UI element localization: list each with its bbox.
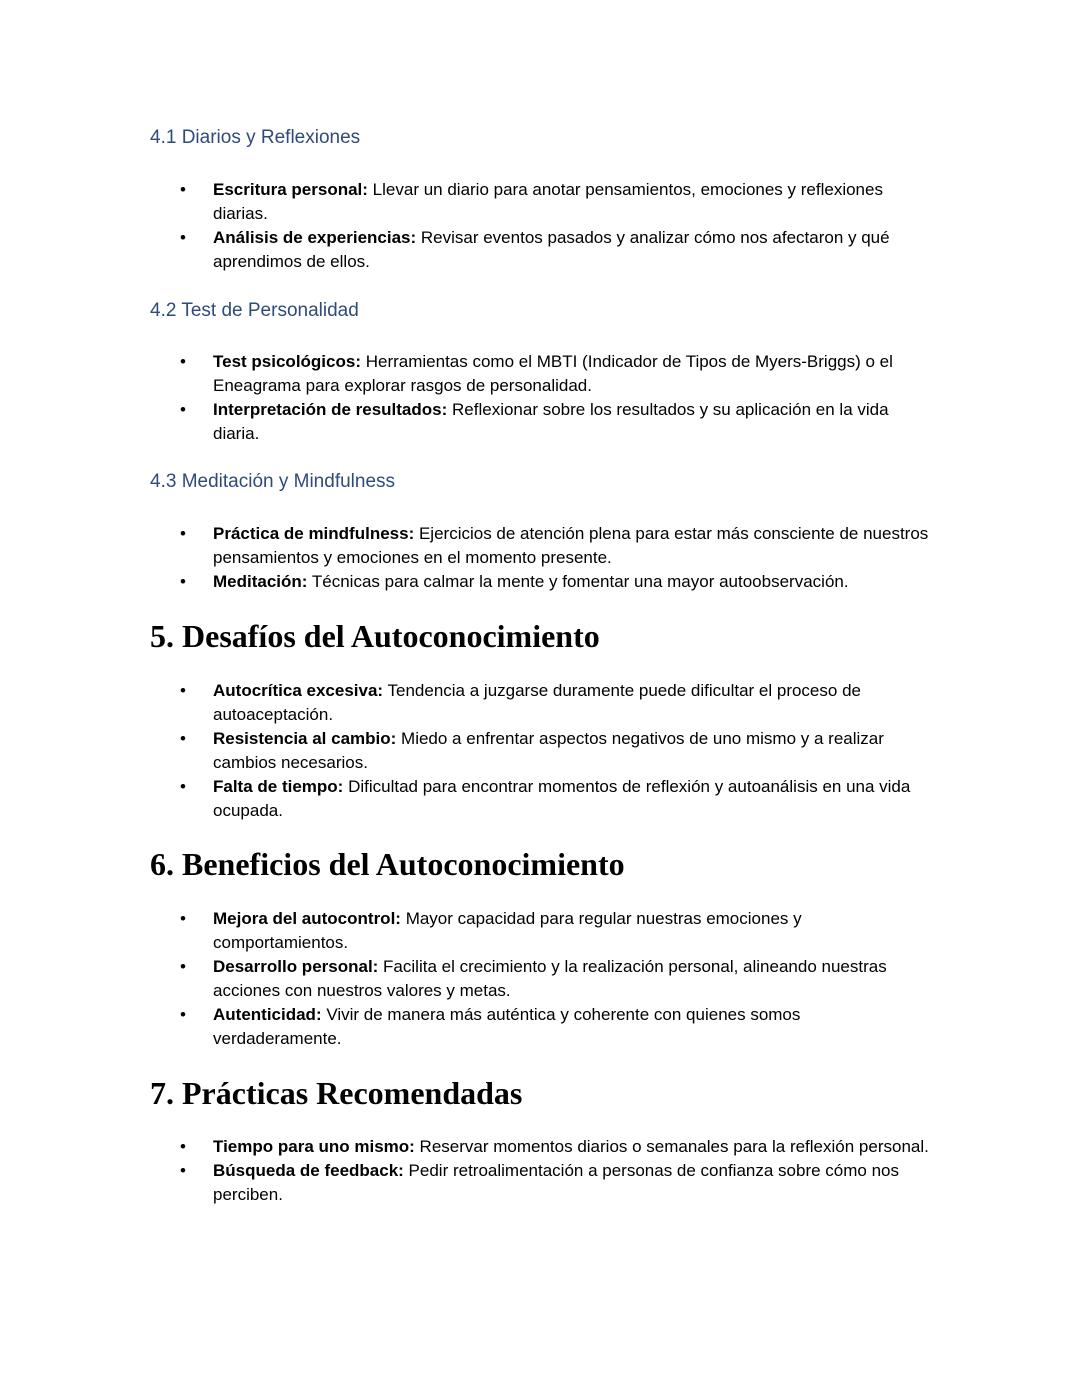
item-text: Dificultad para encontrar momentos de reflexión y autoanálisis en una vida ocupada.	[213, 777, 911, 820]
list-7	[150, 1135, 930, 1207]
item-term: Falta de tiempo:	[213, 777, 344, 796]
list-item	[150, 727, 930, 775]
bullet-icon: •	[180, 1161, 186, 1180]
item-text: Técnicas para calmar la mente y fomentar una mayor autoobservación.	[307, 572, 849, 591]
item-term: Tiempo para uno mismo:	[213, 1137, 415, 1156]
item-term: Práctica de mindfulness:	[213, 524, 415, 543]
bullet-icon: •	[180, 909, 186, 928]
item-text: Ejercicios de atención plena para estar más consciente de nuestros pensamientos y emociones en el momento presente.	[213, 524, 929, 567]
bullet-icon: •	[180, 681, 186, 700]
list-item	[150, 1003, 930, 1051]
item-term: Test psicológicos:	[213, 352, 361, 371]
section-heading-7: 7. Prácticas Recomendadas	[150, 1075, 523, 1111]
list-5	[150, 679, 930, 823]
list-item	[150, 522, 930, 570]
item-term: Meditación:	[213, 572, 308, 591]
bullet-icon: •	[180, 1005, 186, 1024]
item-text: Vivir de manera más auténtica y coherente con quienes somos verdaderamente.	[213, 1005, 801, 1048]
bullet-icon: •	[180, 352, 186, 371]
list-6	[150, 907, 930, 1051]
list-item	[150, 398, 930, 446]
bullet-icon: •	[180, 524, 186, 543]
item-term: Escritura personal:	[213, 180, 368, 199]
bullet-icon: •	[180, 1137, 186, 1156]
list-item	[150, 178, 930, 226]
list-item	[150, 226, 930, 274]
section-heading-5: 5. Desafíos del Autoconocimiento	[150, 618, 600, 654]
list-4-3	[150, 522, 930, 594]
bullet-icon: •	[180, 957, 186, 976]
section-heading-4-3: 4.3 Meditación y Mindfulness	[150, 471, 396, 492]
section-heading-4-1: 4.1 Diarios y Reflexiones	[150, 127, 361, 148]
item-text: Tendencia a juzgarse duramente puede dificultar el proceso de autoaceptación.	[213, 681, 861, 724]
list-item	[150, 955, 930, 1003]
list-item	[150, 350, 930, 398]
item-text: Mayor capacidad para regular nuestras emociones y comportamientos.	[213, 909, 802, 952]
bullet-icon: •	[180, 777, 186, 796]
list-item	[150, 775, 930, 823]
bullet-icon: •	[180, 180, 186, 199]
list-item	[150, 1135, 930, 1159]
item-text: Facilita el crecimiento y la realización personal, alineando nuestras acciones con nuestros valores y metas.	[213, 957, 887, 1000]
item-term: Análisis de experiencias:	[213, 228, 417, 247]
section-heading-4-2: 4.2 Test de Personalidad	[150, 300, 359, 321]
list-item	[150, 570, 930, 594]
list-item	[150, 1159, 930, 1207]
item-text: Llevar un diario para anotar pensamientos, emociones y reflexiones diarias.	[213, 180, 883, 223]
bullet-icon: •	[180, 729, 186, 748]
bullet-icon: •	[180, 572, 186, 591]
item-text: Reservar momentos diarios o semanales para la reflexión personal.	[414, 1137, 929, 1156]
item-term: Desarrollo personal:	[213, 957, 379, 976]
item-term: Mejora del autocontrol:	[213, 909, 401, 928]
item-text: Revisar eventos pasados y analizar cómo nos afectaron y qué aprendimos de ellos.	[213, 228, 890, 271]
bullet-icon: •	[180, 228, 186, 247]
item-term: Autenticidad:	[213, 1005, 322, 1024]
item-term: Interpretación de resultados:	[213, 400, 448, 419]
item-term: Autocrítica excesiva:	[213, 681, 384, 700]
item-text: Miedo a enfrentar aspectos negativos de uno mismo y a realizar cambios necesarios.	[213, 729, 884, 772]
bullet-icon: •	[180, 400, 186, 419]
item-term: Resistencia al cambio:	[213, 729, 397, 748]
list-4-1	[150, 178, 930, 274]
item-text: Pedir retroalimentación a personas de confianza sobre cómo nos perciben.	[213, 1161, 899, 1204]
item-text: Reflexionar sobre los resultados y su aplicación en la vida diaria.	[213, 400, 889, 443]
item-term: Búsqueda de feedback:	[213, 1161, 404, 1180]
list-4-2	[150, 350, 930, 446]
list-item	[150, 679, 930, 727]
list-item	[150, 907, 930, 955]
section-heading-6: 6. Beneficios del Autoconocimiento	[150, 846, 625, 882]
item-text: Herramientas como el MBTI (Indicador de Tipos de Myers-Briggs) o el Eneagrama para explorar rasgos de personalidad.	[213, 352, 893, 395]
